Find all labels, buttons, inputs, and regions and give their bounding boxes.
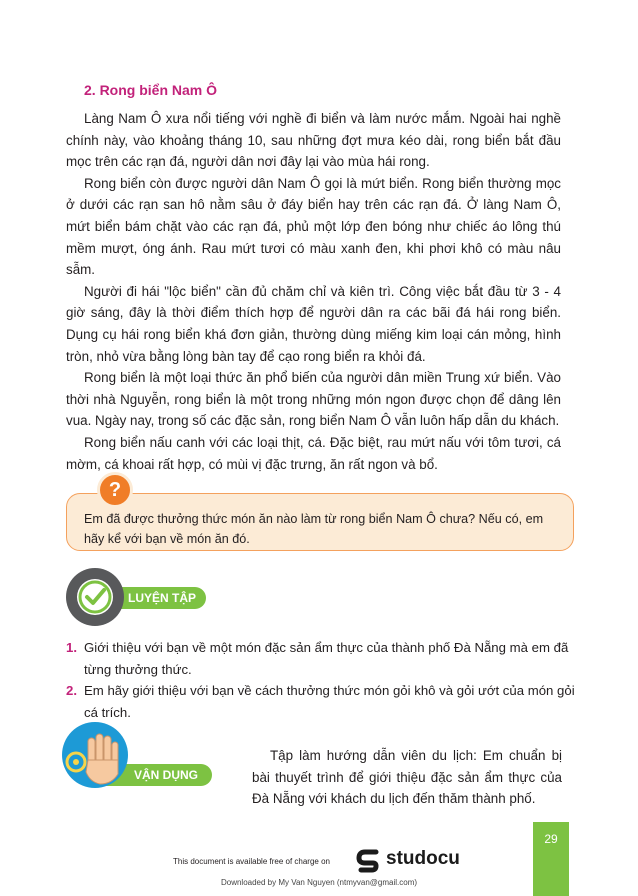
question-mark-icon: ? xyxy=(97,472,133,508)
practice-list xyxy=(66,637,576,723)
list-item xyxy=(66,637,576,680)
apply-badge-label: VẬN DỤNG xyxy=(134,768,199,782)
footer-availability: This document is available free of charge on xyxy=(173,857,330,866)
paragraph: Người đi hái "lộc biển" cần đủ chăm chỉ và kiên trì. Công việc bắt đầu từ 3 - 4 giờ sáng, đây là thời điểm thích hợp để người dân ra các bãi đá hái rong biển. Dụng cụ hái rong biển khá đơn giản, thường dùng miếng kim loại cán mỏng, hình tròn, nhỏ vừa bằng lòng bàn tay để cạo rong biển ra khỏi đá. xyxy=(66,283,561,364)
apply-badge xyxy=(62,722,242,802)
body-text xyxy=(66,108,561,475)
practice-circle xyxy=(66,568,124,626)
studocu-logo-icon[interactable] xyxy=(356,848,382,874)
footer-downloaded-by: Downloaded by My Van Nguyen (ntmyvan@gmail.com) xyxy=(220,878,418,887)
list-item-text: Em hãy giới thiệu với bạn về cách thưởng thức món gỏi khô và gỏi ướt của món gỏi cá trích. xyxy=(84,683,575,720)
paragraph: Rong biển nấu canh với các loại thịt, cá. Đặc biệt, rau mứt nấu với tôm tươi, cá mờm, cá khoai rất hợp, có mùi vị đặc trưng, ăn rất ngon và bổ. xyxy=(66,434,561,472)
question-text: Em đã được thưởng thức món ăn nào làm từ rong biển Nam Ô chưa? Nếu có, em hãy kể với bạn về món ăn đó. xyxy=(84,512,544,546)
list-item-number: 1. xyxy=(66,640,77,655)
page-number: 29 xyxy=(544,832,558,846)
paragraph: Làng Nam Ô xưa nổi tiếng với nghề đi biển và làm nước mắm. Ngoài hai nghề chính này, vào khoảng tháng 10, sau những đợt mưa kéo dài, rong biển bắt đầu mọc trên các rạn đá, người dân nơi đây lại vào mùa hái rong. xyxy=(66,111,561,170)
apply-text xyxy=(252,745,562,810)
practice-badge-label: LUYỆN TẬP xyxy=(128,591,197,605)
checkmark-icon xyxy=(77,579,113,615)
section-heading: 2. Rong biển Nam Ô xyxy=(84,82,218,98)
paragraph: Rong biển còn được người dân Nam Ô gọi là mứt biển. Rong biển thường mọc ở dưới các rạn san hô nằm sâu ở đáy biển hay trên các rạn đá. Ở làng Nam Ô, mứt biển bám chặt vào các rạn đá, phủ một lớp đen bóng như chiếc áo lông thú mềm mượt, óng ánh. Rau mứt tươi có màu xanh đen, khi phơi khô có màu nâu sẫm. xyxy=(66,175,561,278)
practice-badge xyxy=(66,568,206,628)
hand-gear-icon xyxy=(62,722,128,788)
list-item-text: Giới thiệu với bạn về một món đặc sản ẩm thực của thành phố Đà Nẵng mà em đã từng thưởng thức. xyxy=(84,640,569,677)
footer-brand[interactable]: studocu xyxy=(386,848,460,869)
list-item-number: 2. xyxy=(66,683,77,698)
apply-paragraph: Tập làm hướng dẫn viên du lịch: Em chuẩn bị bài thuyết trình để giới thiệu đặc sản ẩm thực của Đà Nẵng với khách du lịch đến thăm thành phố. xyxy=(252,748,562,806)
list-item xyxy=(66,680,576,723)
paragraph: Rong biển là một loại thức ăn phổ biến của người dân miền Trung xứ biển. Vào thời nhà Nguyễn, rong biển là một trong những món ngon được chọn để dâng lên vua. Ngày nay, trong số các đặc sản, rong biển Nam Ô vẫn luôn hấp dẫn du khách. xyxy=(66,370,561,429)
apply-circle xyxy=(62,722,128,788)
